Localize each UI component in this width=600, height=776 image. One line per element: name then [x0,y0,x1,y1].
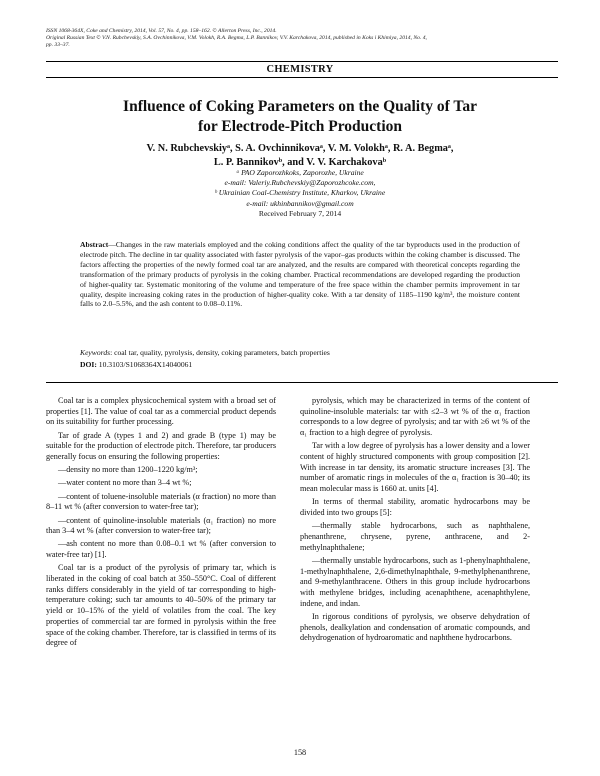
journal-header-line-1: ISSN 1068-364X, Coke and Chemistry, 2014, Vol. 57, No. 4, pp. 158–162. © Allerton Press, Inc., 2014. [46,28,277,34]
affiliation-b-email: e-mail: ukhinbannikov@gmail.com [246,198,354,208]
left-paragraph: Tar of grade A (types 1 and 2) and grade B (type 1) may be suitable for the production of electrode pitch. Therefore, tar producers generally focus on ensuring the following properties: [46,430,276,462]
left-paragraph: Coal tar is a product of the pyrolysis of primary tar, which is liberated in the coking of coal batch at 350–550°C. Coal of different ranks differs considerably in the yield of tar corresponding to high-temperature coking; such tar amounts to 40–50% of the primary tar yield or 10–15% of the yield of volatiles from the coal. The key properties of commercial tar are formed in pyrolysis within the free space of the coking chamber. Therefore, tar is classified in terms of its degree of [46,563,276,648]
left-list-item: —ash content no more than 0.08–0.1 wt % (after conversion to water-free tar) [1]. [46,539,276,560]
keywords-text: : coal tar, quality, pyrolysis, density, coking parameters, batch properties [110,348,330,357]
journal-header-line-2: Original Russian Text © V.N. Rubchevskiy, S.A. Ovchinnikova, V.M. Volokh, R.A. Begma, L.P. Bannikov, V.V. Karchakova, 2014, published in Koks i Khimiya, 2014, No. 4, [46,35,427,42]
left-paragraph: Coal tar is a complex physicochemical system with a broad set of properties [1]. The value of coal tar as a commercial product depends on its suitability for further processing. [46,396,276,427]
article-title-line-1: Influence of Coking Parameters on the Quality of Tar [123,98,477,115]
article-title-line-2: for Electrode-Pitch Production [197,118,403,135]
author-line-2: L. P. Bannikovᵇ, and V. V. Karchakovaᵇ [213,156,387,168]
left-list-item: —content of toluene-insoluble materials (α fraction) no more than 8–11 wt % (after conversion to water-free tar); [46,491,276,512]
abstract-divider [46,382,558,383]
left-list-item: —water content no more than 3–4 wt %; [58,478,192,488]
right-list-item: —thermally unstable hydrocarbons, such as 1-phenylnaphthalene, 1-methylnaphthalene, 2,6-dimethylnaphthale, 9-methylphenanthrene, and 9-methylanthracene. Others in this group include hydrocarbons with methylene bridges, including acenaphthene, acenaphthylene, indene, and indan. [300,555,530,608]
author-line-1: V. N. Rubchevskiyᵃ, S. A. Ovchinnikovaᵃ, V. M. Volokhᵃ, R. A. Begmaᵃ, [146,143,454,154]
section-rule-bottom [46,77,558,78]
keywords [80,348,520,358]
affiliation-b: ᵇ Ukrainian Coal-Chemistry Institute, Kharkov, Ukraine [214,188,386,198]
keywords-label: Keywords [80,348,111,357]
left-list-item: —density no more than 1200–1220 kg/m³; [58,465,198,475]
right-column [300,396,530,646]
page-number: 158 [293,748,307,757]
right-list-item: —thermally stable hydrocarbons, such as naphthalene, phenanthrene, chrysene, pyrene, anthracene, and 2-methylnaphthalene; [300,521,530,552]
section-heading: CHEMISTRY [266,64,334,75]
left-list-item: —content of quinoline-insoluble materials (α₁ fraction) no more than 3–4 wt % (after conversion to water-free tar); [46,515,276,536]
doi-text: 10.3103/S1068364X14040061 [96,360,193,369]
doi-label: DOI: [80,360,97,369]
section-rule-top [46,61,558,62]
article-title [60,97,540,137]
journal-header-line-3: pp. 33–37. [46,42,70,49]
abstract-label: Abstract [80,240,109,249]
left-column [46,396,276,651]
right-paragraph: pyrolysis, which may be characterized in terms of the content of quinoline-insoluble materials: tar with ≤2–3 wt % of the α₁ fraction corresponds to a low degree of pyrolysis; and tar with ≥6 wt % of the α₁ fraction to a high degree of pyrolysis. [300,396,530,438]
doi [80,360,520,370]
abstract-text: —Changes in the raw materials employed and the coking conditions affect the quality of the tar byproducts used in the production of electrode pitch. The decline in tar quality associated with faster pyrolysis of the vapor–gas products within the coking chamber is discussed. The factors affecting the properties of the newly formed coal tar are analyzed, and the results are compared with theoretical concepts regarding the transformation of the primary products of pyrolysis in the coking chamber. Practical recommendations are developed regarding the production of higher-quality tar. Systematic monitoring of the volume and temperature of the free space within the chamber permits improvement in tar quality, despite increasing coking rates in the production of higher-quality coke. With a tar density of 1185–1190 kg/m³, the moisture content falls to 2.0–5.5%, and the ash content to 0.08–0.11%. [80,240,520,309]
right-paragraph: In rigorous conditions of pyrolysis, we observe dehydration of phenols, dealkylation and condensation of aromatic compounds, and dehydrogenation of hydroaromatic and naphthene hydrocarbons. [300,611,530,643]
right-paragraph: Tar with a low degree of pyrolysis has a lower density and a lower content of highly structured components with group composition [2]. With increase in tar density, its aromatic structure increases [3]. The number of aromatic rings in molecules of the α₁ fraction is 30–40; its mean molecular mass is 1660 at. units [4]. [300,441,530,494]
affiliations [60,168,540,219]
affiliation-a-email: e-mail: Valeriy.Rubchevskiy@Zaporozhcoke.com, [224,178,376,188]
right-paragraph: In terms of thermal stability, aromatic hydrocarbons may be divided into two groups [5]: [300,497,530,518]
abstract [80,240,520,309]
received-date: Received February 7, 2014 [258,208,342,218]
journal-header [46,28,558,50]
author-list [60,142,540,169]
affiliation-a: ᵃ PAO Zaporozhkoks, Zaporozhe, Ukraine [236,168,364,177]
